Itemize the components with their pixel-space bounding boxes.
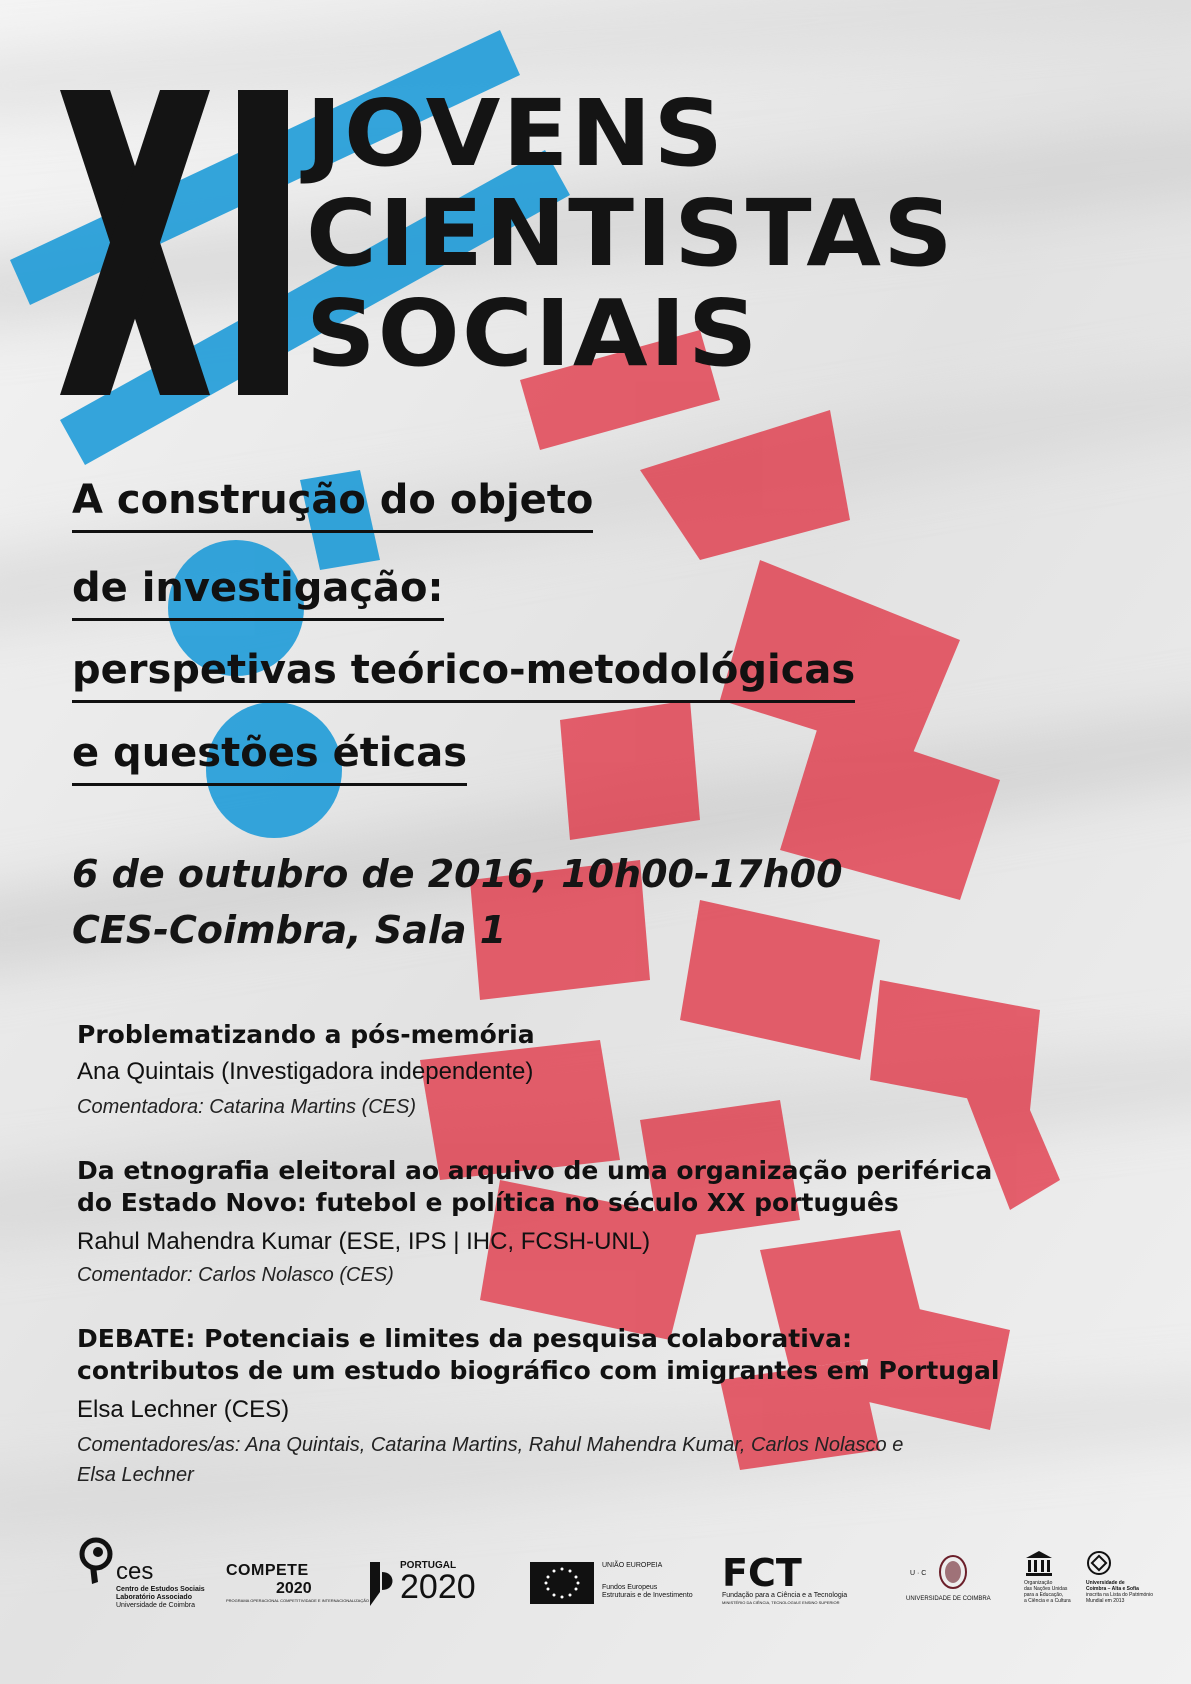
eu-flag-icon: [530, 1562, 594, 1604]
unesco-text-line-1: Organização: [1024, 1580, 1053, 1586]
session-1-speaker: Ana Quintais: [77, 1058, 215, 1085]
event-venue: CES-Coimbra, Sala 1: [72, 908, 507, 952]
uc-letters: U · C: [910, 1570, 927, 1577]
world-heritage-icon: [1086, 1550, 1112, 1576]
compete-caption: PROGRAMA OPERACIONAL COMPETITIVIDADE E INTERNACIONALIZAÇÃO: [226, 1598, 369, 1603]
unesco-text-line-3: para a Educação,: [1024, 1592, 1064, 1598]
unesco-text-line-2: das Nações Unidas: [1024, 1586, 1068, 1592]
title-line-1: JOVENS: [306, 80, 726, 187]
session-2-affiliation: (ESE, IPS | IHC, FCSH-UNL): [338, 1228, 651, 1255]
subtitle-line-1: A construção do objeto: [72, 480, 593, 533]
heritage-line-3: inscrita na Lista do Património: [1086, 1592, 1153, 1598]
portugal2020-year: 2020: [400, 1568, 476, 1606]
session-3-speaker: Elsa Lechner: [77, 1396, 218, 1423]
subtitle-line-3: perspetivas teórico-metodológicas: [72, 650, 855, 703]
session-2-speaker: Rahul Mahendra Kumar: [77, 1228, 332, 1255]
ces-logo-mark-icon: [78, 1536, 118, 1586]
compete-year: 2020: [276, 1580, 312, 1597]
session-3-commentators-line-1: Comentadores/as: Ana Quintais, Catarina Martins, Rahul Mahendra Kumar, Carlos Nolasco e: [77, 1434, 904, 1456]
session-1-speaker-line: [77, 1058, 533, 1086]
unesco-temple-icon: [1024, 1550, 1054, 1576]
portugal2020-logo: [366, 1556, 516, 1612]
heritage-line-2: Coimbra – Alta e Sofia: [1086, 1586, 1139, 1592]
heritage-line-4: Mundial em 2013: [1086, 1598, 1125, 1604]
title-line-3: SOCIAIS: [306, 280, 760, 387]
subtitle-line-2: de investigação:: [72, 568, 444, 621]
session-3-commentators-line-2: Elsa Lechner: [77, 1464, 194, 1486]
session-1-affiliation: (Investigadora independente): [221, 1058, 534, 1085]
ces-logo-name: ces: [116, 1558, 154, 1585]
eu-line-2: Estruturais e de Investimento: [602, 1592, 693, 1599]
session-3-title-line-2: contributos de um estudo biográfico com imigrantes em Portugal: [77, 1356, 1000, 1385]
edition-numeral-graphic: [60, 90, 290, 395]
session-2-title-line-1: Da etnografia eleitoral ao arquivo de uma organização periférica: [77, 1156, 993, 1185]
compete-logo: [226, 1562, 369, 1606]
fct-line-2: MINISTÉRIO DA CIÊNCIA, TECNOLOGIA E ENSINO SUPERIOR: [722, 1600, 840, 1605]
session-3-title-line-1: DEBATE: Potenciais e limites da pesquisa colaborativa:: [77, 1324, 852, 1353]
ces-line-1: Centro de Estudos Sociais: [116, 1586, 205, 1593]
unesco-text: [1024, 1580, 1084, 1604]
compete-name: COMPETE: [226, 1562, 309, 1579]
subtitle-line-4: e questões éticas: [72, 733, 467, 786]
unesco-text-line-4: a Ciência e a Cultura: [1024, 1598, 1071, 1604]
unesco-logo: [1024, 1550, 1179, 1620]
session-3-affiliation: (CES): [223, 1396, 290, 1423]
portugal2020-mark-icon: [366, 1562, 396, 1606]
uc-name: UNIVERSIDADE DE COIMBRA: [906, 1596, 991, 1602]
session-1-title: Problematizando a pós-memória: [77, 1020, 535, 1049]
session-2-title-line-2: do Estado Novo: futebol e política no século XX português: [77, 1188, 899, 1217]
session-1-commentators: Comentadora: Catarina Martins (CES): [77, 1096, 417, 1118]
fct-logo: [722, 1551, 872, 1612]
heritage-text: [1086, 1580, 1178, 1604]
eu-logo: [530, 1562, 693, 1612]
eu-label: UNIÃO EUROPEIA: [602, 1562, 663, 1569]
session-2-speaker-line: [77, 1228, 650, 1256]
title-line-2: CIENTISTAS: [306, 180, 955, 287]
ces-logo: [78, 1536, 205, 1609]
session-2-commentators: Comentador: Carlos Nolasco (CES): [77, 1264, 394, 1286]
ces-line-3: Universidade de Coimbra: [116, 1602, 195, 1609]
eu-line-1: Fundos Europeus: [602, 1584, 658, 1591]
session-3-speaker-line: [77, 1396, 289, 1424]
ces-line-2: Laboratório Associado: [116, 1594, 192, 1601]
fct-name: FCT: [722, 1551, 802, 1595]
uc-seal-icon: [938, 1554, 968, 1590]
uc-logo: [906, 1552, 1016, 1612]
event-date-time: 6 de outubro de 2016, 10h00-17h00: [72, 852, 843, 896]
heritage-line-1: Universidade de: [1086, 1580, 1125, 1586]
portugal2020-country: PORTUGAL: [400, 1560, 457, 1571]
fct-line-1: Fundação para a Ciência e a Tecnologia: [722, 1592, 848, 1599]
